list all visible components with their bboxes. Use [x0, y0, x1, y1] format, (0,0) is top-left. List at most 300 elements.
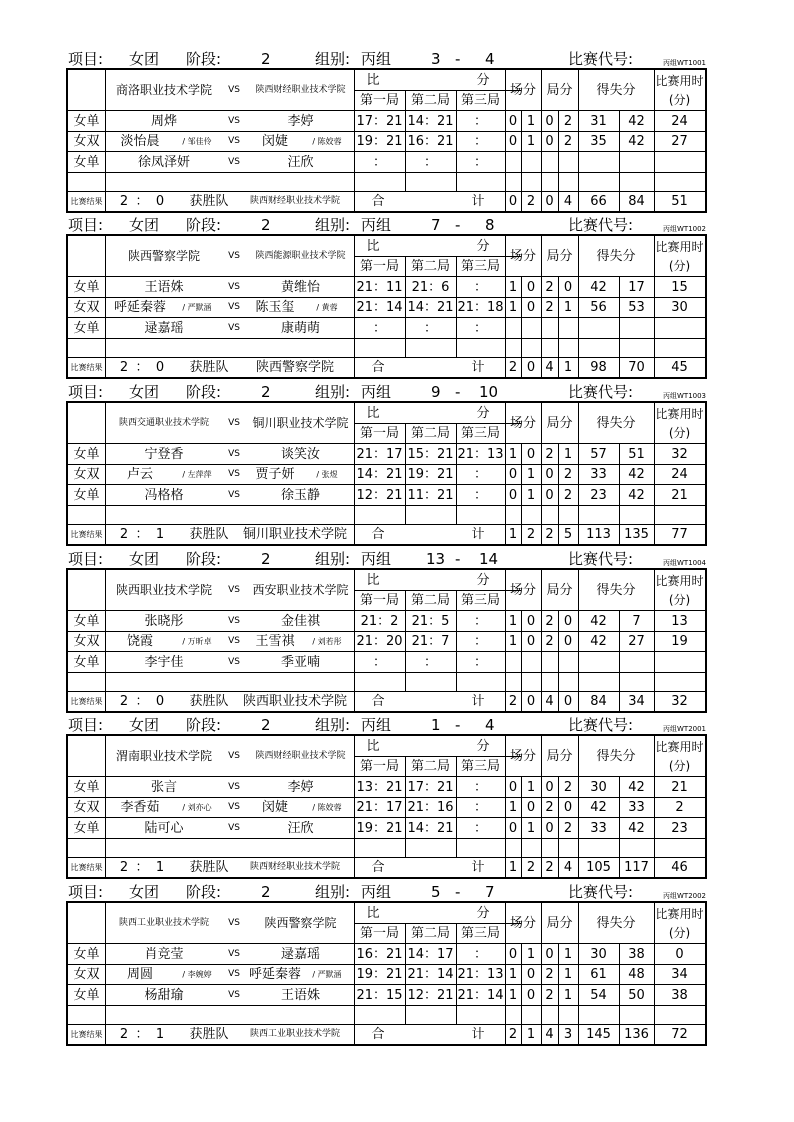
duration [654, 652, 705, 672]
set-score-a: 0 [545, 467, 554, 482]
score-header-bi: 比 [366, 238, 380, 254]
team-a-name: 陕西职业技术学院 [115, 583, 212, 597]
vs-label: VS [228, 781, 240, 792]
game3-score: 21：14 [457, 987, 504, 1003]
total-set-b: 0 [563, 694, 573, 709]
total-points-for: 105 [586, 860, 611, 875]
total-he: 合 [371, 527, 385, 542]
stage-label: 阶段: [186, 550, 222, 568]
game3-header: 第三局 [460, 758, 500, 774]
total-points-against: 34 [628, 694, 645, 709]
points-for: 56 [590, 300, 607, 315]
points-for: 42 [590, 634, 607, 649]
pair-a: 1 [431, 716, 441, 734]
game3-score: ： [473, 154, 487, 170]
player-a: 徐凤泽妍 [137, 154, 190, 170]
points-against [619, 318, 654, 338]
points-for: 31 [590, 113, 607, 129]
match-score-header: 场分 [509, 248, 536, 264]
points-for: 30 [590, 779, 607, 795]
score-header-fen: 分 [476, 572, 490, 588]
points-for: 42 [590, 279, 607, 295]
score-header-bi: 比 [366, 905, 380, 921]
pair-dash: - [455, 50, 461, 68]
set-score-a: 0 [545, 779, 554, 795]
set-score-a: 0 [545, 487, 554, 503]
total-points-against: 135 [624, 527, 649, 542]
game1-score: 21：17 [356, 800, 403, 815]
event-type: 女单 [73, 946, 100, 962]
set-score-b: 1 [563, 300, 573, 315]
set-score-a [541, 318, 558, 338]
player-b2: / 陈姣蓉 [312, 802, 342, 812]
team-a-name: 陕西警察学院 [127, 249, 200, 263]
game1-score: ： [372, 154, 386, 170]
result-score-b: 1 [155, 527, 165, 542]
team-type: 女团 [129, 883, 160, 901]
points-against: 51 [628, 446, 645, 462]
game1-score: ： [372, 320, 386, 336]
project-label: 项目: [68, 216, 104, 234]
set-score-a: 2 [545, 446, 554, 462]
match-score-a: 0 [508, 467, 518, 482]
game3-score: ： [473, 487, 487, 503]
set-score-b: 0 [563, 613, 573, 629]
match-table [66, 901, 707, 1046]
match-score-b: 1 [526, 487, 536, 503]
player-b: 汪欣 [287, 154, 314, 170]
duration-header-2: (分) [668, 593, 691, 607]
total-match-a: 2 [508, 360, 518, 375]
player-b1: 呼延秦蓉 [248, 967, 301, 982]
pair-a: 7 [431, 216, 441, 234]
event-type: 女双 [73, 467, 100, 482]
winner-label: 获胜队 [189, 194, 229, 209]
match-code: 丙组WT1003 [663, 392, 707, 400]
pair-a: 13 [426, 550, 446, 568]
points-against: 42 [628, 487, 645, 503]
set-score-b: 1 [563, 946, 573, 962]
duration: 19 [671, 634, 688, 649]
match-score-a [505, 152, 521, 172]
vs-label: VS [228, 822, 240, 833]
match-score-a: 0 [508, 134, 518, 149]
duration: 34 [671, 967, 688, 982]
game3-score: ： [473, 613, 487, 629]
points-for: 61 [590, 967, 607, 982]
game2-score: 19：21 [407, 467, 454, 482]
vs-label: VS [228, 802, 240, 812]
total-ji: 计 [471, 860, 485, 875]
player-b1: 闵婕 [261, 134, 288, 149]
total-he: 合 [371, 360, 385, 375]
result-label: 比赛结果 [70, 862, 103, 872]
total-match-b: 0 [526, 694, 536, 709]
total-set-a: 4 [545, 1027, 554, 1042]
game3-score: ： [473, 946, 487, 962]
player-b: 季亚喃 [280, 654, 320, 670]
winner-team: 陕西财经职业技术学院 [249, 862, 340, 872]
match-block [66, 50, 707, 213]
result-colon: ： [135, 1027, 149, 1042]
points-header: 得失分 [596, 915, 636, 931]
vs-label: VS [228, 136, 240, 146]
match-score-b: 0 [526, 800, 536, 815]
player-a1: 淡怡晨 [120, 134, 160, 149]
set-score-a: 0 [545, 946, 554, 962]
match-code-label: 比赛代号: [568, 550, 634, 568]
game1-score: 21：20 [356, 634, 403, 649]
points-header: 得失分 [596, 415, 636, 431]
game2-score: 21：5 [411, 613, 450, 629]
player-a: 张晓彤 [144, 613, 184, 629]
match-score-b: 1 [526, 820, 536, 836]
match-score-b: 0 [526, 987, 536, 1003]
match-block [66, 383, 707, 546]
set-score-b: 2 [563, 820, 573, 836]
game1-header: 第一局 [359, 92, 399, 108]
player-a2: / 李婉婷 [182, 969, 212, 979]
game3-header: 第三局 [460, 258, 500, 274]
vs-label: VS [228, 322, 240, 333]
group-label: 组别: [315, 716, 351, 734]
pair-dash: - [455, 883, 461, 901]
duration: 32 [671, 446, 688, 462]
project-label: 项目: [68, 883, 104, 901]
set-score-a: 2 [545, 300, 554, 315]
vs-label: VS [228, 281, 240, 292]
winner-team: 铜川职业技术学院 [242, 527, 347, 542]
group-value: 丙组 [361, 883, 392, 901]
game2-score: 14：21 [407, 300, 454, 315]
points-for [578, 652, 619, 672]
team-b-name: 陕西财经职业技术学院 [255, 84, 346, 95]
player-b: 汪欣 [287, 820, 314, 836]
duration: 13 [671, 613, 688, 629]
game1-score: 12：21 [356, 487, 403, 503]
team-b-name: 陕西财经职业技术学院 [255, 750, 346, 761]
team-a-name: 渭南职业技术学院 [115, 749, 212, 763]
row-divider [68, 672, 705, 673]
match-score-a: 1 [508, 613, 518, 629]
points-for: 57 [590, 446, 607, 462]
duration-header-2: (分) [668, 93, 691, 107]
score-header-bi: 比 [366, 405, 380, 421]
set-score-header: 局分 [546, 415, 573, 431]
set-score-header: 局分 [546, 82, 573, 98]
points-against: 53 [628, 300, 645, 315]
team-type: 女团 [129, 216, 160, 234]
game1-header: 第一局 [359, 925, 399, 941]
game3-score: ： [473, 820, 487, 836]
points-header: 得失分 [596, 248, 636, 264]
match-score-a [505, 652, 521, 672]
set-score-header: 局分 [546, 582, 573, 598]
match-score-b [521, 652, 541, 672]
player-a1: 呼延秦蓉 [113, 300, 166, 315]
pair-dash: - [455, 550, 461, 568]
vs-label: VS [228, 469, 240, 479]
game2-score: ： [423, 154, 437, 170]
points-for [578, 318, 619, 338]
duration-header-2: (分) [668, 926, 691, 940]
duration-header-2: (分) [668, 426, 691, 440]
score-header-bi: 比 [366, 72, 380, 88]
total-points-for: 84 [590, 694, 607, 709]
game2-header: 第二局 [410, 92, 450, 108]
game1-score: 19：21 [356, 820, 403, 836]
points-against: 33 [628, 800, 645, 815]
result-score-a: 2 [119, 194, 129, 209]
score-header-bi: 比 [366, 738, 380, 754]
match-table [66, 401, 707, 546]
game1-score: 21：17 [356, 446, 403, 462]
player-b2: / 黄蓉 [316, 302, 338, 312]
winner-team: 陕西财经职业技术学院 [249, 196, 340, 206]
set-score-b: 2 [563, 467, 573, 482]
event-type: 女单 [73, 779, 100, 795]
game2-score: 11：21 [407, 487, 454, 503]
points-against: 42 [628, 779, 645, 795]
winner-label: 获胜队 [189, 694, 229, 709]
points-against: 17 [628, 279, 645, 295]
winner-label: 获胜队 [189, 527, 229, 542]
player-b2: / 严默涵 [312, 969, 342, 979]
total-points-for: 98 [590, 360, 607, 375]
match-header [66, 216, 707, 234]
game3-score: ： [473, 634, 487, 649]
total-ji: 计 [471, 694, 485, 709]
team-type: 女团 [129, 716, 160, 734]
total-duration: 77 [671, 527, 688, 542]
column-divider [105, 736, 106, 877]
total-set-b: 4 [563, 194, 573, 209]
player-b: 徐玉静 [280, 487, 320, 503]
game3-header: 第三局 [460, 592, 500, 608]
duration-header-1: 比赛用时 [655, 907, 704, 921]
duration: 24 [671, 113, 688, 129]
total-set-b: 5 [563, 527, 573, 542]
points-against: 42 [628, 134, 645, 149]
match-table [66, 568, 707, 713]
score-header-fen: 分 [476, 238, 490, 254]
player-a2: / 邹佳伶 [182, 136, 212, 146]
game1-header: 第一局 [359, 592, 399, 608]
game1-header: 第一局 [359, 258, 399, 274]
match-score-b: 0 [526, 279, 536, 295]
points-for: 42 [590, 800, 607, 815]
player-b: 康萌萌 [280, 320, 320, 336]
team-type: 女团 [129, 383, 160, 401]
vs-label: VS [228, 84, 240, 95]
duration-header-1: 比赛用时 [655, 74, 704, 88]
event-type: 女单 [73, 654, 100, 670]
score-header-bi: 比 [366, 572, 380, 588]
player-a2: / 刘亦心 [182, 802, 212, 812]
total-points-against: 70 [628, 360, 645, 375]
player-a: 周烨 [150, 113, 177, 129]
group-value: 丙组 [361, 50, 392, 68]
set-score-a: 0 [545, 134, 554, 149]
result-colon: ： [135, 694, 149, 709]
vs-label: VS [228, 750, 240, 761]
winner-team: 陕西工业职业技术学院 [249, 1029, 340, 1039]
total-he: 合 [371, 860, 385, 875]
event-type: 女双 [73, 967, 100, 982]
event-type: 女双 [73, 800, 100, 815]
total-set-a: 2 [545, 527, 554, 542]
match-table [66, 68, 707, 213]
match-score-b: 0 [526, 634, 536, 649]
game2-score: 16：21 [407, 134, 454, 149]
match-score-header: 场分 [509, 748, 536, 764]
points-for: 33 [590, 467, 607, 482]
match-block [66, 550, 707, 713]
match-code: 丙组WT2002 [663, 892, 707, 900]
event-type: 女单 [73, 154, 100, 170]
player-a: 肖竞莹 [144, 946, 184, 962]
game1-score: 17：21 [356, 113, 403, 129]
match-code-label: 比赛代号: [568, 50, 634, 68]
stage-value: 2 [261, 383, 271, 401]
group-label: 组别: [315, 883, 351, 901]
match-score-b [521, 318, 541, 338]
row-divider [68, 1005, 705, 1006]
match-header [66, 383, 707, 401]
player-a: 李宇佳 [144, 654, 184, 670]
total-set-b: 1 [563, 360, 573, 375]
match-score-header: 场分 [509, 415, 536, 431]
match-code-label: 比赛代号: [568, 216, 634, 234]
game1-score: 21：11 [356, 279, 403, 295]
total-points-against: 117 [624, 860, 649, 875]
row-divider [68, 338, 705, 339]
game2-header: 第二局 [410, 258, 450, 274]
game3-score: 21：18 [457, 300, 504, 315]
game2-score: 12：21 [407, 987, 454, 1003]
vs-label: VS [228, 115, 240, 126]
set-score-a: 0 [545, 113, 554, 129]
game2-score: 14：17 [407, 946, 454, 962]
vs-label: VS [228, 917, 240, 928]
set-score-a: 2 [545, 634, 554, 649]
event-type: 女单 [73, 279, 100, 295]
match-block [66, 716, 707, 879]
total-set-a: 2 [545, 860, 554, 875]
total-match-b: 0 [526, 360, 536, 375]
player-b2: / 刘若彤 [312, 636, 342, 646]
vs-label: VS [228, 448, 240, 459]
score-header-fen: 分 [476, 738, 490, 754]
game2-score: ： [423, 320, 437, 336]
total-match-a: 0 [508, 194, 518, 209]
match-header [66, 50, 707, 68]
set-score-b [558, 652, 578, 672]
event-type: 女双 [73, 634, 100, 649]
match-score-header: 场分 [509, 82, 536, 98]
pair-b: 8 [485, 216, 495, 234]
group-value: 丙组 [361, 550, 392, 568]
total-set-a: 4 [545, 360, 554, 375]
game2-score: ： [423, 654, 437, 670]
set-score-b [558, 152, 578, 172]
total-points-for: 66 [590, 194, 607, 209]
result-label: 比赛结果 [70, 362, 103, 372]
match-score-a: 1 [508, 987, 518, 1003]
vs-label: VS [228, 156, 240, 167]
duration: 0 [675, 946, 684, 962]
game2-score: 21：14 [407, 967, 454, 982]
set-score-a: 2 [545, 987, 554, 1003]
match-header [66, 550, 707, 568]
match-score-b: 1 [526, 946, 536, 962]
game2-score: 14：21 [407, 820, 454, 836]
project-label: 项目: [68, 50, 104, 68]
match-score-header: 场分 [509, 915, 536, 931]
game3-score: ： [473, 779, 487, 795]
group-value: 丙组 [361, 716, 392, 734]
game3-header: 第三局 [460, 925, 500, 941]
vs-label: VS [228, 489, 240, 500]
points-against: 50 [628, 987, 645, 1003]
player-a2: / 严默涵 [182, 302, 212, 312]
result-score-a: 2 [119, 1027, 129, 1042]
duration: 23 [671, 820, 688, 836]
game3-score: ： [473, 279, 487, 295]
set-score-a [541, 152, 558, 172]
stage-label: 阶段: [186, 383, 222, 401]
player-a: 冯格格 [144, 487, 184, 503]
column-divider [105, 903, 106, 1044]
winner-label: 获胜队 [189, 360, 229, 375]
duration: 30 [671, 300, 688, 315]
game3-score: ： [473, 320, 487, 336]
duration-header-2: (分) [668, 259, 691, 273]
match-score-a: 1 [508, 279, 518, 295]
set-score-b: 0 [563, 800, 573, 815]
pair-b: 14 [479, 550, 499, 568]
result-score-a: 2 [119, 527, 129, 542]
duration: 21 [671, 487, 688, 503]
result-score-b: 1 [155, 860, 165, 875]
match-score-a: 1 [508, 800, 518, 815]
game2-score: 14：21 [407, 113, 454, 129]
duration-header-1: 比赛用时 [655, 240, 704, 254]
player-b1: 陈玉玺 [255, 300, 295, 315]
total-duration: 32 [671, 694, 688, 709]
points-for: 42 [590, 613, 607, 629]
team-a-name: 陕西交通职业技术学院 [118, 417, 209, 428]
player-b: 李婷 [287, 779, 314, 795]
match-code: 丙组WT1004 [663, 559, 707, 567]
points-against: 7 [632, 613, 641, 629]
result-score-a: 2 [119, 360, 129, 375]
duration: 27 [671, 134, 688, 149]
points-for: 23 [590, 487, 607, 503]
player-b1: 贾子妍 [255, 467, 295, 482]
pair-a: 3 [431, 50, 441, 68]
pair-b: 4 [485, 716, 495, 734]
result-score-b: 0 [155, 694, 165, 709]
event-type: 女双 [73, 134, 100, 149]
total-match-a: 2 [508, 1027, 518, 1042]
match-score-a: 0 [508, 820, 518, 836]
pair-dash: - [455, 716, 461, 734]
total-match-b: 2 [526, 860, 536, 875]
player-b2: / 张煜 [316, 469, 338, 479]
total-duration: 72 [671, 1027, 688, 1042]
team-type: 女团 [129, 50, 160, 68]
